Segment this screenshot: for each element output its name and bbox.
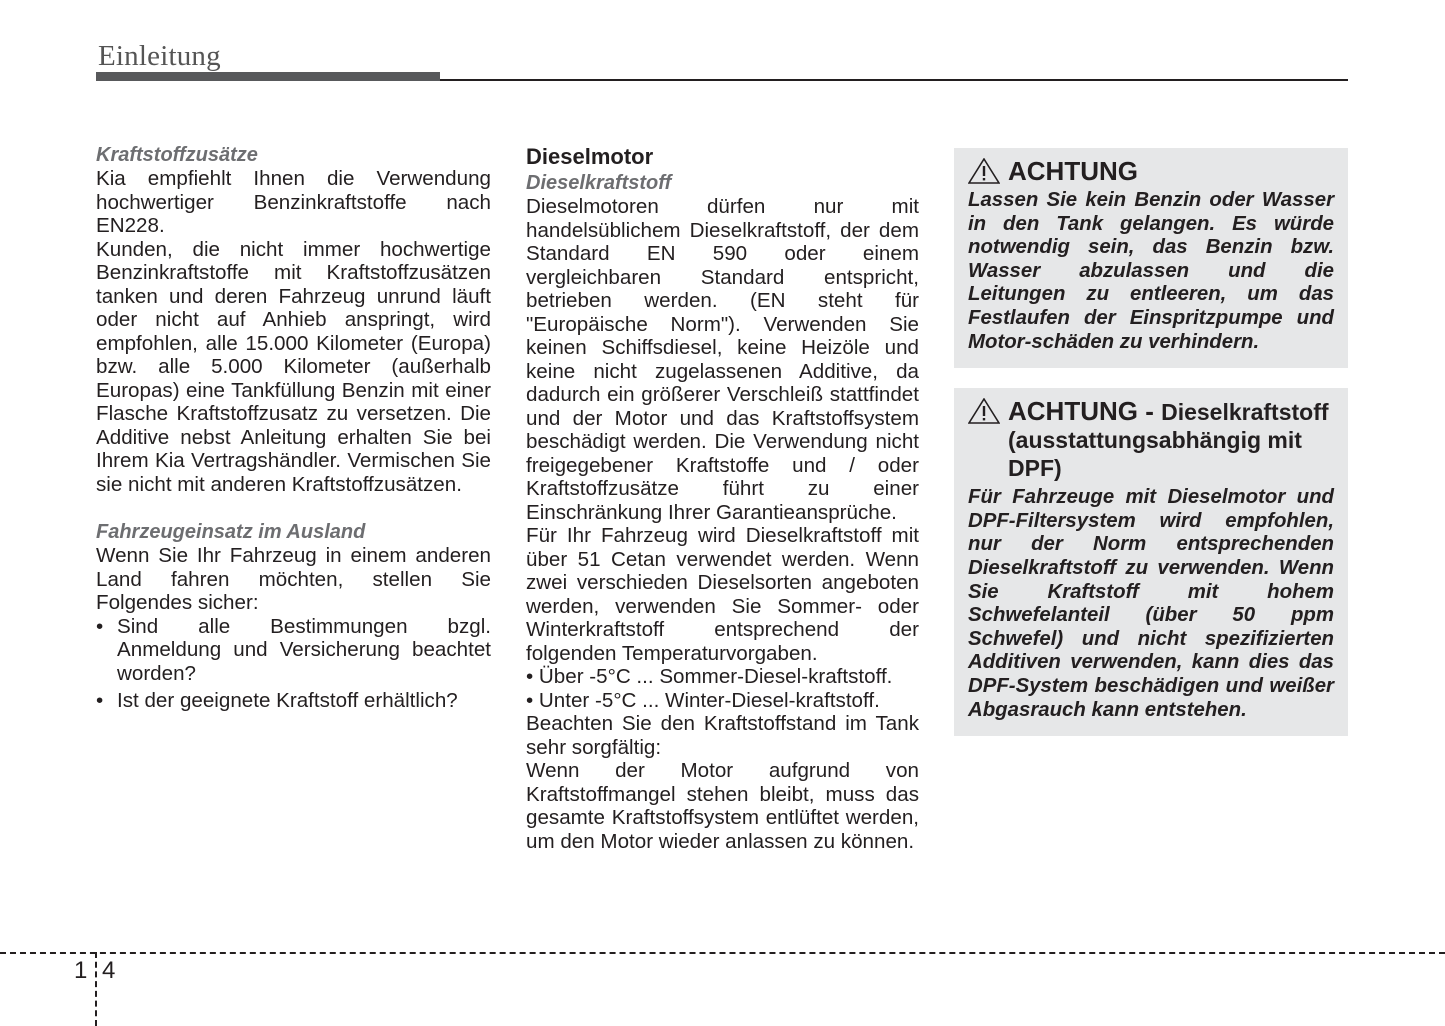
column-middle bbox=[526, 143, 919, 853]
footer-rule bbox=[0, 952, 1445, 954]
warning-triangle-icon bbox=[968, 398, 1000, 424]
chapter-number: 1 bbox=[74, 957, 88, 984]
footer-divider bbox=[95, 952, 97, 1026]
diesel-paragraph-1: Dieselmotoren dürfen nur mit handelsüblichem Dieselkraftstoff, der dem Standard EN 590 oder einem vergleichbaren Standard entspricht, betrieben werden. (EN steht für "Europäische Norm"). Verwenden Sie keinen Schiffsdiesel, keine Heizöle und keine nicht zugelassenen Additive, da dadurch ein größerer Verschleiß stattfindet und der Motor und das Kraftstoffsystem beschädigt werden. Die Verwendung nicht freigegebener Kraftstoffe und / oder Kraftstoffzusätze führt zu einer Einschränkung Ihrer Garantieansprüche. bbox=[526, 195, 919, 524]
warning-box-fuel bbox=[954, 148, 1348, 368]
warning-title-text: ACHTUNG bbox=[1008, 156, 1138, 186]
warning-text: Lassen Sie kein Benzin oder Wasser in den Tank gelangen. Es würde notwendig sein, das Benzin bzw. Wasser abzulassen und die Leitungen zu entleeren, um das Festlaufen der Einspritzpumpe und Motor-schäden zu verhindern. bbox=[968, 189, 1334, 353]
warning-box-diesel-dpf bbox=[954, 388, 1348, 736]
list-item: • Über -5°C ... Sommer-Diesel-kraftstoff. bbox=[526, 665, 893, 688]
list-item: • Ist der geeignete Kraftstoff erhältlich? bbox=[96, 689, 491, 713]
header-rule bbox=[440, 79, 1348, 81]
warning-title-subtext: Dieselkraftstoff (ausstattungsabhängig mit DPF) bbox=[1008, 399, 1329, 482]
column-left bbox=[96, 143, 491, 717]
diesel-paragraph-3: Beachten Sie den Kraftstoffstand im Tank sehr sorgfältig: bbox=[526, 712, 919, 759]
warning-title bbox=[968, 158, 1336, 185]
list-item: • Unter -5°C ... Winter-Diesel-kraftstoff. bbox=[526, 688, 880, 712]
warning-title-text: ACHTUNG - Dieselkraftstoff (ausstattungsabhängig mit DPF) bbox=[1008, 396, 1329, 482]
fuel-additives-heading: Kraftstoffzusätze bbox=[96, 144, 258, 166]
diesel-paragraph-2: Für Ihr Fahrzeug wird Dieselkraftstoff mit über 51 Cetan verwendet werden. Wenn zwei verschieden Dieselsorten angeboten werden, verwenden Sie Sommer- oder Winterkraftstoff entsprechend der folgenden Temperaturvorgaben. bbox=[526, 524, 919, 665]
fuel-additives-paragraph-1: Kia empfiehlt Ihnen die Verwendung hochwertiger Benzinkraftstoffe nach EN228. bbox=[96, 167, 491, 237]
list-item: • Sind alle Bestimmungen bzgl. Anmeldung und Versicherung beachtet worden? bbox=[96, 615, 491, 686]
abroad-checklist bbox=[96, 615, 491, 713]
diesel-engine-heading: Dieselmotor bbox=[526, 144, 654, 169]
column-right bbox=[954, 143, 1348, 736]
diesel-fuel-subheading: Dieselkraftstoff bbox=[526, 172, 672, 194]
header-bar bbox=[96, 72, 440, 81]
warning-title bbox=[968, 398, 1336, 482]
warning-text: Für Fahrzeuge mit Dieselmotor und DPF-Filtersystem wird empfohlen, nur der Norm entsprechenden Dieselkraftstoff zu verwenden. Wenn Sie Kraftstoff mit hohem Schwefelanteil (über 50 ppm Schwefel) und nicht spezifizierten Additiven verwenden, kann dies das DPF-System beschädigen und weißer Abgasrauch kann entstehen. bbox=[968, 486, 1334, 721]
abroad-use-heading: Fahrzeugeinsatz im Ausland bbox=[96, 521, 366, 543]
temperature-list bbox=[526, 665, 919, 712]
abroad-use-paragraph: Wenn Sie Ihr Fahrzeug in einem anderen Land fahren möchten, stellen Sie Folgendes sicher: bbox=[96, 544, 491, 614]
diesel-paragraph-4: Wenn der Motor aufgrund von Kraftstoffmangel stehen bleibt, muss das gesamte Kraftstoffsystem entlüftet werden, um den Motor wieder anlassen zu können. bbox=[526, 759, 919, 853]
page-section-title: Einleitung bbox=[98, 40, 221, 72]
page-number: 4 bbox=[102, 957, 116, 984]
fuel-additives-paragraph-2: Kunden, die nicht immer hochwertige Benzinkraftstoffe mit Kraftstoffzusätzen tanken und deren Fahrzeug unrund läuft oder nicht auf Anhieb anspringt, wird empfohlen, alle 15.000 Kilometer (Europa) bzw. alle 5.000 Kilometer (außerhalb Europas) eine Tankfüllung Benzin mit einer Flasche Kraftstoffzusatz zu versetzen. Die Additive nebst Anleitung erhalten Sie bei Ihrem Kia Vertragshändler. Vermischen Sie sie nicht mit anderen Kraftstoffzusätzen. bbox=[96, 237, 491, 496]
warning-triangle-icon bbox=[968, 158, 1000, 184]
spacer bbox=[96, 496, 491, 520]
